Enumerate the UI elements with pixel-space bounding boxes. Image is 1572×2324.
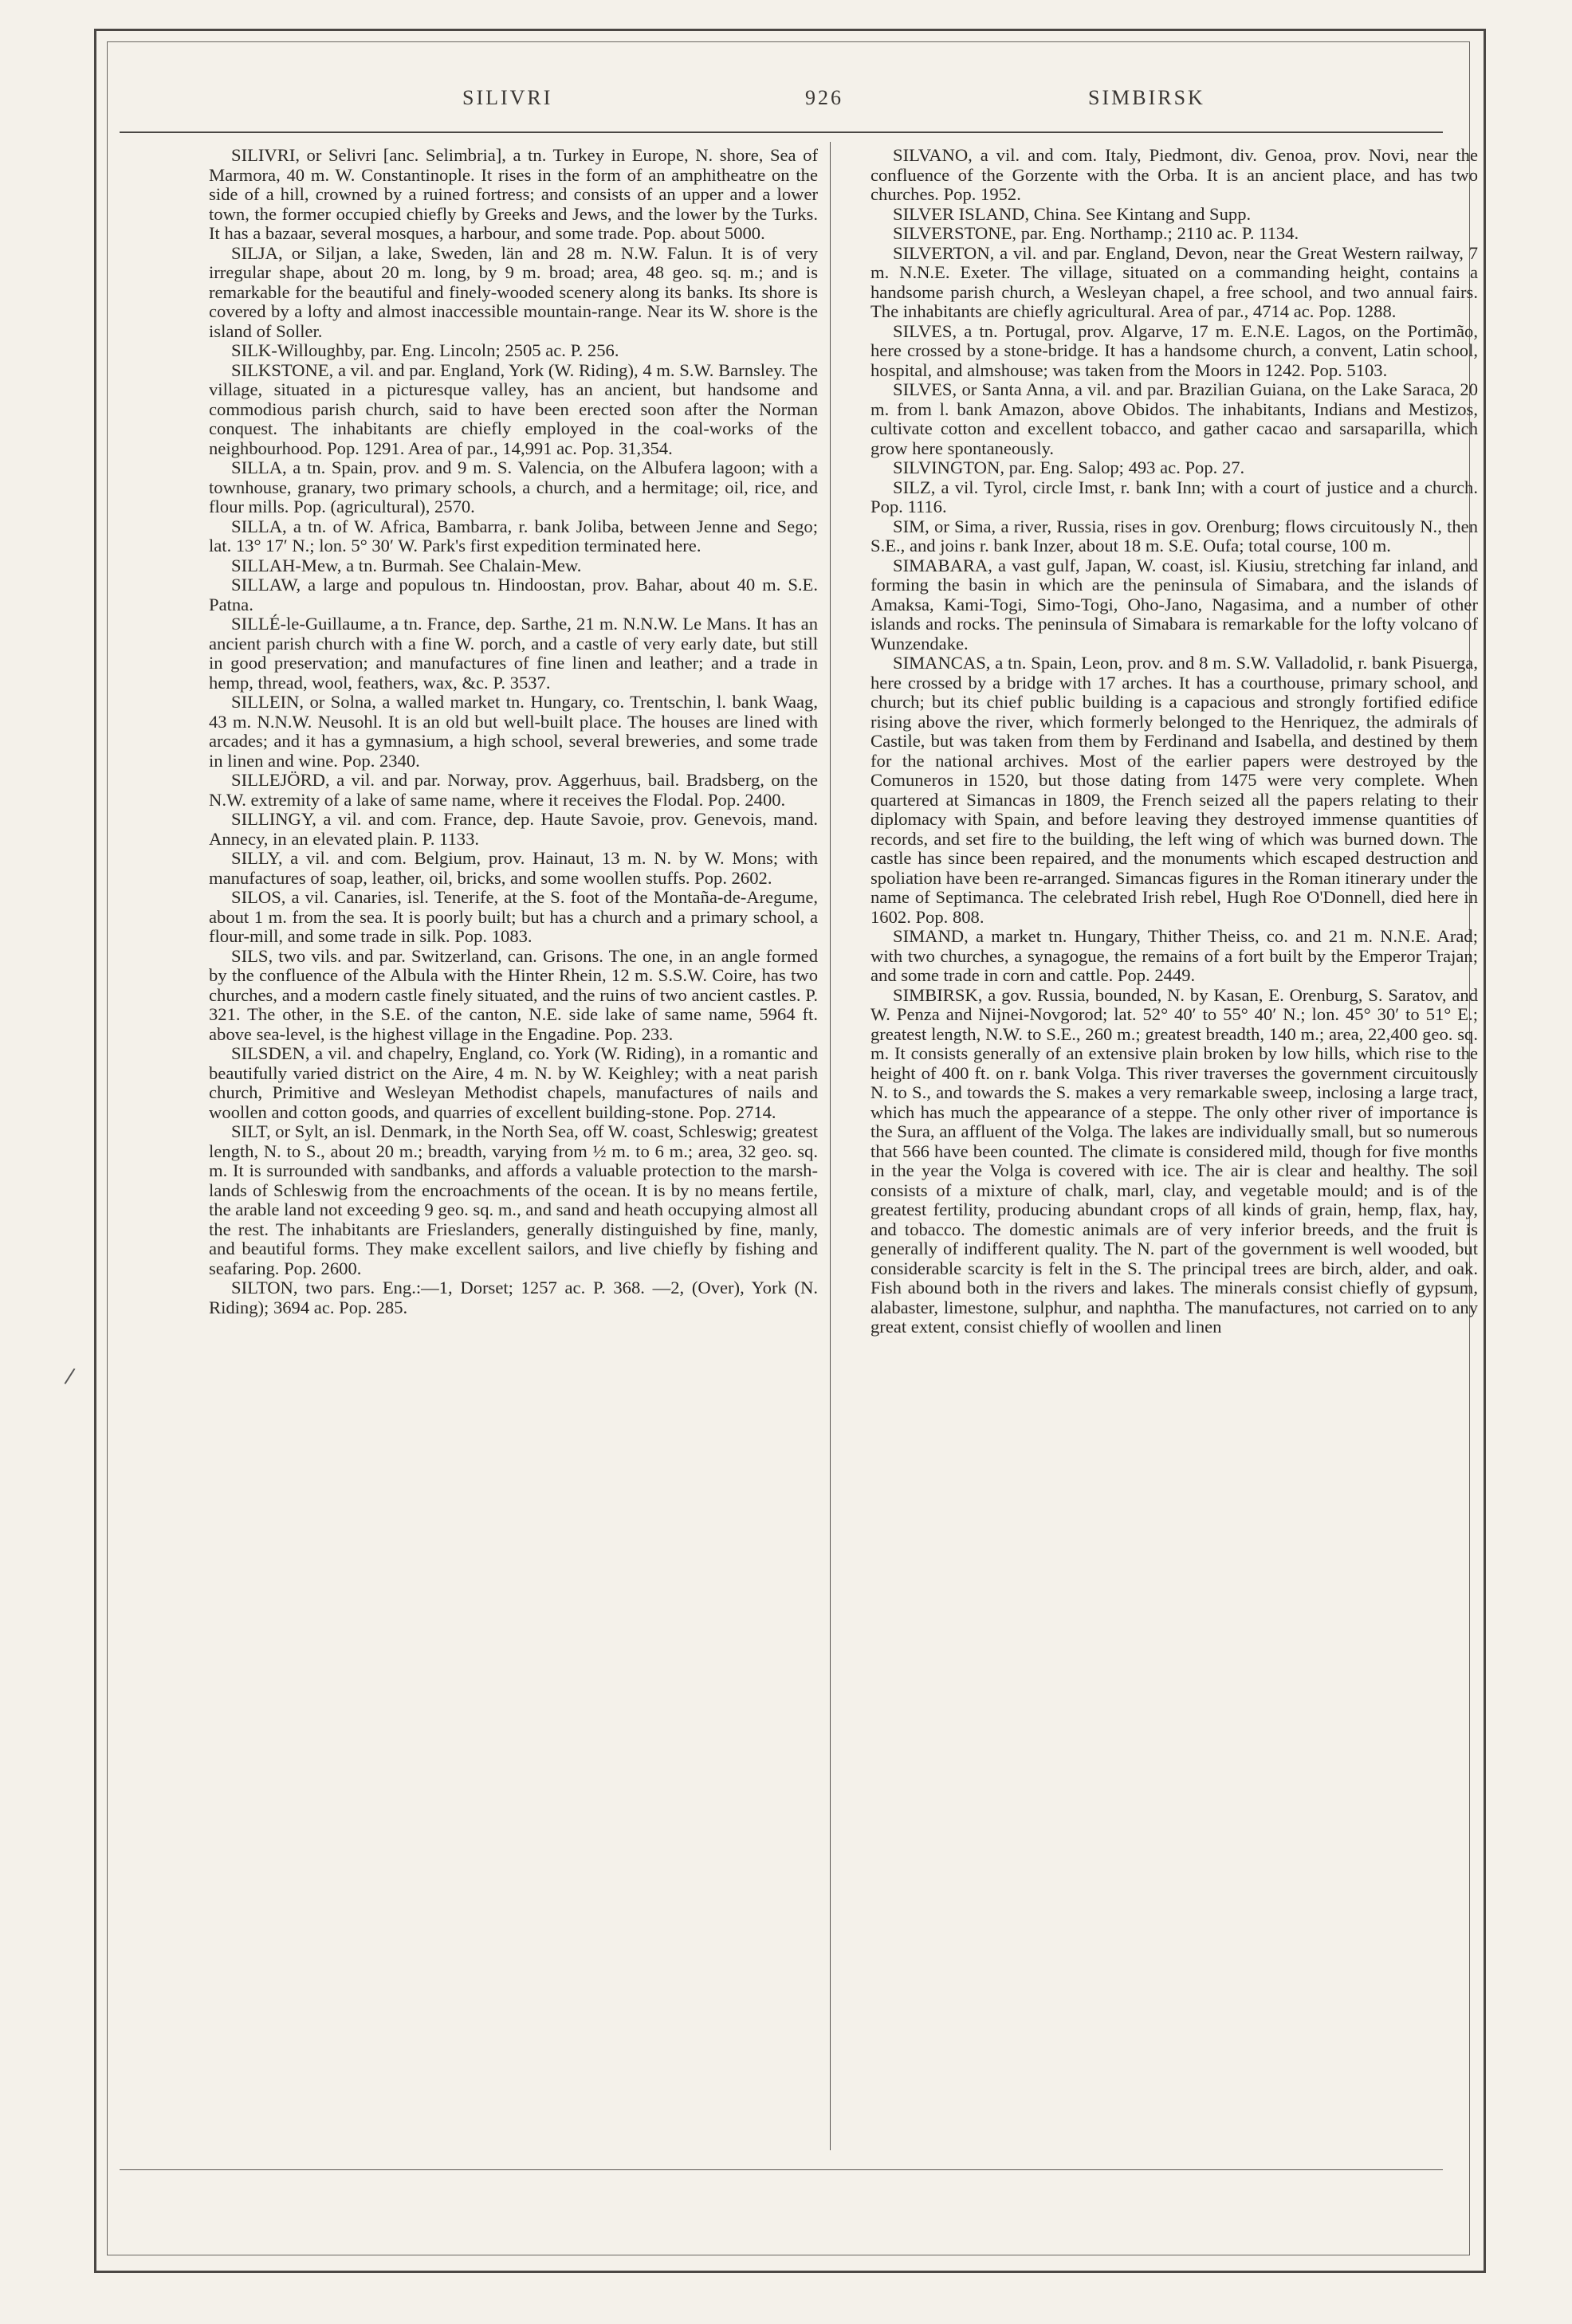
- entry: SILK-Willoughby, par. Eng. Lincoln; 2505 ac. P. 256.: [231, 340, 619, 360]
- entry: SILJA, or Siljan, a lake, Sweden, län and 28 m. N.W. Falun. It is of very irregular shape, about 20 m. long, by 9 m. broad; area, 48 geo. sq. m.; and is remarkable for the beautiful and finely-wooded scenery along its banks. Its shore is covered by a lofty and almost inaccessible mountain-range. Near its W. shore is the island of Soller.: [209, 242, 818, 341]
- entry: SILKSTONE, a vil. and par. England, York (W. Riding), 4 m. S.W. Barnsley. The village, situated in a picturesque valley, has an ancient, but handsome and commodious parish church, said to have been erected soon after the Norman conquest. The inhabitants are chiefly employed in the coal-works of the neighbourhood. Pop. 1291. Area of par., 14,991 ac. Pop. 31,354.: [209, 359, 818, 458]
- entry: SIMAND, a market tn. Hungary, Thither Theiss, co. and 21 m. N.N.E. Arad; with two churches, a synagogue, the remains of a fort built by the Emperor Trajan; and some trade in corn and cattle. Pop. 2449.: [870, 926, 1478, 985]
- entry: SILSDEN, a vil. and chapelry, England, co. York (W. Riding), in a romantic and beautifully varied district on the Aire, 4 m. N. by W. Keighley; with a neat parish church, Primitive and Wesleyan Methodist chapels, manufactures of nails and woollen and cotton goods, and quarries of excellent building-stone. Pop. 2714.: [209, 1043, 818, 1122]
- entry: SILLEIN, or Solna, a walled market tn. Hungary, co. Trentschin, l. bank Waag, 43 m. N.N.W. Neusohl. It is an old but well-built place. The houses are lined with arcades; and it has a gymnasium, a high school, several breweries, and some trade in linen and wine. Pop. 2340.: [209, 692, 818, 771]
- right-guide-word: SIMBIRSK: [1088, 86, 1205, 109]
- entry: SILVES, a tn. Portugal, prov. Algarve, 17 m. E.N.E. Lagos, on the Portimão, here crossed by a stone-bridge. It has a handsome church, a convent, Latin school, hospital, and almshouse; was taken from the Moors in 1242. Pop. 5103.: [870, 320, 1478, 380]
- entry: SILIVRI, or Selivri [anc. Selimbria], a tn. Turkey in Europe, N. shore, Sea of Marmora, 40 m. W. Constantinople. It rises in the form of an amphitheatre on the side of a hill, crowned by a ruined fortress; and consists of an upper and a lower town, the former occupied chiefly by Greeks and Jews, and the lower by the Turks. It has a bazaar, several mosques, a harbour, and some trade. Pop. about 5000.: [209, 145, 818, 243]
- entry: SIM, or Sima, a river, Russia, rises in gov. Orenburg; flows circuitously N., then S.E., and joins r. bank Inzer, about 18 m. S.E. Oufa; total course, 100 m.: [870, 516, 1478, 555]
- running-header: [120, 86, 1443, 126]
- entry: SILLAH-Mew, a tn. Burmah. See Chalain-Mew.: [231, 555, 582, 575]
- page-number: 926: [805, 86, 843, 109]
- entry: SILVERSTONE, par. Eng. Northamp.; 2110 ac. P. 1134.: [893, 223, 1299, 243]
- footer-rule: [120, 2169, 1443, 2170]
- entry: SILVER ISLAND, China. See Kintang and Supp.: [893, 203, 1252, 224]
- margin-mark: /: [63, 1364, 77, 1389]
- entry: SILLINGY, a vil. and com. France, dep. Haute Savoie, prov. Genevois, mand. Annecy, in an elevated plain. P. 1133.: [209, 809, 818, 849]
- entry: SIMABARA, a vast gulf, Japan, W. coast, isl. Kiusiu, stretching far inland, and forming the basin in which are the peninsula of Simabara, and the islands of Amaksa, Kami-Togi, Simo-Togi, Oho-Jano, Nagasima, and a number of other islands and rocks. The peninsula of Simabara is remarkable for the lofty volcano of Wunzendake.: [870, 555, 1478, 654]
- entry: SILVES, or Santa Anna, a vil. and par. Brazilian Guiana, on the Lake Saraca, 20 m. from l. bank Amazon, above Obidos. The inhabitants, Indians and Mestizos, cultivate cotton and excellent tobacco, and gather cacao and sarsaparilla, which grow here spontaneously.: [870, 379, 1478, 458]
- entry: SILLEJÖRD, a vil. and par. Norway, prov. Aggerhuus, bail. Bradsberg, on the N.W. extremity of a lake of same name, where it receives the Flodal. Pop. 2400.: [209, 770, 818, 810]
- entry: SILS, two vils. and par. Switzerland, can. Grisons. The one, in an angle formed by the confluence of the Albula with the Hinter Rhein, 12 m. S.S.W. Coire, has two churches, and a modern castle finely situated, and the ruins of two ancient castles. P. 321. The other, in the S.E. of the canton, N.E. side lake of same name, 5964 ft. above sea-level, is the highest village in the Engadine. Pop. 233.: [209, 945, 818, 1044]
- left-guide-word: SILIVRI: [462, 86, 553, 109]
- entry: SILVANO, a vil. and com. Italy, Piedmont, div. Genoa, prov. Novi, near the confluence of the Gorzente with the Orba. It is an ancient place, and has two churches. Pop. 1952.: [870, 145, 1478, 204]
- column-divider: [830, 142, 831, 2150]
- entry: SIMBIRSK, a gov. Russia, bounded, N. by Kasan, E. Orenburg, S. Saratov, and W. Penza and Nijnei-Novgorod; lat. 52° 40′ to 55° 40′ N.; lon. 45° 30′ to 51° E.; greatest length, N.W. to S.E., 260 m.; greatest breadth, 140 m.; area, 22,400 geo. sq. m. It consists generally of an extensive plain broken by low hills, which rise to the height of 400 ft. on r. bank Volga. This river traverses the government circuitously N. to S., and towards the S. makes a very remarkable sweep, inclosing a large tract, which has much the appearance of a steppe. The only other river of importance is the Sura, an affluent of the Volga. The lakes are individually small, but so numerous that 566 have been counted. The climate is considered mild, though for five months in the year the Volga is covered with ice. The air is clear and healthy. The soil consists of a mixture of chalk, marl, clay, and vegetable mould; and is of the greatest fertility, producing abundant crops of all kinds of grain, hemp, flax, hay, and tobacco. The domestic animals are of very inferior breeds, and the fruit is generally of indifferent quality. The N. part of the government is well wooded, but considerable scarcity is felt in the S. The principal trees are birch, alder, and oak. Fish abound both in the rivers and lakes. The minerals consist chiefly of gypsum, alabaster, limestone, sulphur, and naphtha. The manufactures, not carried on to any great extent, consist chiefly of woollen and linen: [870, 984, 1478, 1337]
- entry: SILLA, a tn. Spain, prov. and 9 m. S. Valencia, on the Albufera lagoon; with a townhouse, granary, two primary schools, a church, and a hermitage; oil, rice, and flour mills. Pop. (agricultural), 2570.: [209, 457, 818, 516]
- header-rule: [120, 132, 1443, 133]
- entry: SILOS, a vil. Canaries, isl. Tenerife, at the S. foot of the Montaña-de-Aregume, about 1 m. from the sea. It is poorly built; but has a church and a primary school, a flour-mill, and some trade in silk. Pop. 1083.: [209, 887, 818, 946]
- entry: SILLAW, a large and populous tn. Hindoostan, prov. Bahar, about 40 m. S.E. Patna.: [209, 575, 818, 614]
- entry: SILTON, two pars. Eng.:—1, Dorset; 1257 ac. P. 368. —2, (Over), York (N. Riding); 3694 ac. Pop. 285.: [209, 1278, 818, 1317]
- entry: SIMANCAS, a tn. Spain, Leon, prov. and 8 m. S.W. Valladolid, r. bank Pisuerga, here crossed by a bridge with 17 arches. It has a courthouse, primary school, and church; but its chief public building is a capacious and strongly fortified edifice rising above the river, which formerly belonged to the Henriquez, the admirals of Castile, but was taken from them by Ferdinand and Isabella, and destined by them for the national archives. Most of the earlier papers were destroyed by the Comuneros in 1520, but those dating from 1475 were very complete. When quartered at Simancas in 1809, the French seized all the papers relating to their diplomacy with Spain, and before leaving they destroyed immense quantities of records, and set fire to the building, the left wing of which was burned down. The castle has since been repaired, and the monuments which escaped destruction and spoliation have been re-arranged. Simancas figures in the Roman itinerary under the name of Septimanca. The celebrated Irish rebel, Hugh Roe O'Donnell, died here in 1602. Pop. 808.: [870, 653, 1478, 927]
- entry: SILT, or Sylt, an isl. Denmark, in the North Sea, off W. coast, Schleswig; greatest length, N. to S., about 20 m.; breadth, varying from ½ m. to 6 m.; area, 32 geo. sq. m. It is surrounded with sandbanks, and affords a valuable protection to the marsh-lands of Schleswig from the encroachments of the ocean. It is by no means fertile, the arable land not exceeding 9 geo. sq. m., and sand and heath occupying almost all the rest. The inhabitants are Frieslanders, generally distinguished by fine, manly, and beautiful forms. They make excellent sailors, and live chiefly by fishing and seafaring. Pop. 2600.: [209, 1121, 818, 1278]
- entry: SILVERTON, a vil. and par. England, Devon, near the Great Western railway, 7 m. N.N.E. Exeter. The village, situated on a commanding height, contains a handsome parish church, a Wesleyan chapel, a free school, and two annual fairs. The inhabitants are chiefly agricultural. Area of par., 4714 ac. Pop. 1288.: [870, 242, 1478, 321]
- entry: SILLÉ-le-Guillaume, a tn. France, dep. Sarthe, 21 m. N.N.W. Le Mans. It has an ancient parish church with a fine W. porch, and a castle of very early date, but still in good preservation; and manufactures of fine linen and leather; and a trade in hemp, thread, wool, feathers, wax, &c. P. 3537.: [209, 614, 818, 693]
- entry: SILZ, a vil. Tyrol, circle Imst, r. bank Inn; with a court of justice and a church. Pop. 1116.: [870, 477, 1478, 516]
- entry: SILLY, a vil. and com. Belgium, prov. Hainaut, 13 m. N. by W. Mons; with manufactures of soap, leather, oil, bricks, and some woollen stuffs. Pop. 2602.: [209, 848, 818, 888]
- left-column: [209, 146, 818, 1317]
- entry: SILVINGTON, par. Eng. Salop; 493 ac. Pop. 27.: [893, 457, 1245, 477]
- right-column: [870, 146, 1478, 1337]
- entry: SILLA, a tn. of W. Africa, Bambarra, r. bank Joliba, between Jenne and Sego; lat. 13° 17′ N.; lon. 5° 30′ W. Park's first expedition terminated here.: [209, 516, 818, 555]
